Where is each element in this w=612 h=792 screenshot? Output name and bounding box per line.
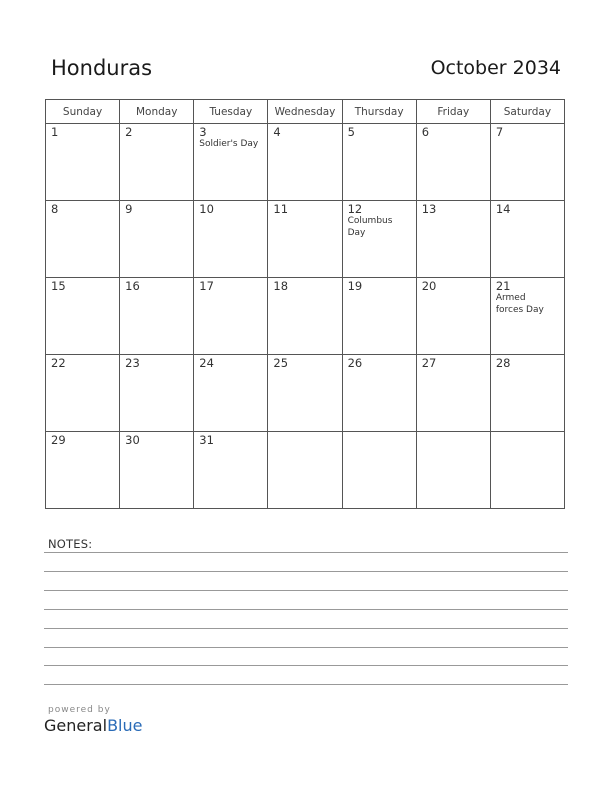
day-cell[interactable]: [268, 355, 342, 432]
day-number: 16: [125, 279, 140, 293]
day-number: 3: [199, 125, 207, 139]
week-row: [46, 432, 565, 509]
day-cell[interactable]: [46, 201, 120, 278]
week-row: [46, 355, 565, 432]
day-cell[interactable]: [416, 201, 490, 278]
day-number: 26: [347, 356, 363, 370]
brand-general: General: [44, 716, 108, 735]
notes-line: [44, 552, 568, 553]
notes-line: [44, 684, 568, 685]
day-number: 25: [273, 356, 289, 370]
notes-line: [44, 609, 568, 610]
day-number: 19: [347, 279, 363, 293]
day-number: 9: [125, 202, 133, 216]
day-number: 6: [421, 125, 430, 139]
day-cell[interactable]: [268, 124, 342, 201]
day-cell[interactable]: [46, 432, 120, 509]
week-row: [46, 201, 565, 278]
day-number: 24: [199, 356, 214, 370]
day-number: 21: [495, 279, 511, 293]
weekday-wednesday: Wednesday: [268, 100, 342, 124]
day-cell[interactable]: [268, 201, 342, 278]
day-cell[interactable]: [342, 432, 416, 509]
day-number: 28: [495, 356, 511, 370]
weekday-sunday: Sunday: [46, 100, 120, 124]
day-number: 30: [125, 433, 140, 447]
day-cell[interactable]: [268, 432, 342, 509]
weekday-thursday: Thursday: [342, 100, 416, 124]
notes-line: [44, 571, 568, 572]
day-cell[interactable]: [194, 355, 268, 432]
weekday-friday: Friday: [416, 100, 490, 124]
day-number: 17: [199, 279, 214, 293]
notes-line: [44, 665, 568, 666]
country-title: Honduras: [51, 56, 153, 80]
week-row: [46, 124, 565, 201]
day-number: 22: [51, 356, 66, 370]
day-cell[interactable]: [194, 278, 268, 355]
holiday-label: Day: [347, 227, 366, 238]
day-number: 14: [495, 202, 511, 216]
holiday-label: Armed: [495, 293, 526, 303]
day-number: 29: [51, 433, 66, 447]
day-cell[interactable]: [268, 278, 342, 355]
day-cell[interactable]: [490, 201, 564, 278]
day-number: 23: [125, 356, 140, 370]
day-number: 8: [51, 202, 59, 216]
day-number: 10: [199, 202, 214, 216]
day-number: 20: [421, 279, 437, 293]
day-number: 5: [347, 125, 355, 139]
holiday-label: Soldier's Day: [199, 139, 259, 149]
day-cell[interactable]: [342, 124, 416, 201]
day-number: 12: [347, 202, 363, 216]
day-cell[interactable]: [194, 201, 268, 278]
day-cell[interactable]: [416, 432, 490, 509]
notes-line: [44, 628, 568, 629]
day-cell[interactable]: [342, 355, 416, 432]
month-title: October 2034: [430, 57, 561, 79]
day-cell[interactable]: [46, 124, 120, 201]
weekday-tuesday: Tuesday: [194, 100, 268, 124]
day-number: 13: [421, 202, 437, 216]
day-cell[interactable]: [120, 124, 194, 201]
day-number: 31: [199, 433, 214, 447]
weekday-header-row: [46, 100, 565, 124]
day-number: 18: [273, 279, 289, 293]
day-cell[interactable]: [46, 355, 120, 432]
holiday-label: forces Day: [495, 304, 544, 315]
notes-line: [44, 590, 568, 591]
brand-blue: Blue: [107, 716, 143, 735]
generalblue-logo[interactable]: [44, 716, 142, 735]
day-cell[interactable]: [120, 278, 194, 355]
day-cell[interactable]: [194, 432, 268, 509]
day-cell[interactable]: [416, 124, 490, 201]
day-number: 27: [421, 356, 437, 370]
day-number: 15: [51, 279, 66, 293]
day-number: 2: [125, 125, 133, 139]
weekday-saturday: Saturday: [490, 100, 564, 124]
notes-line: [44, 647, 568, 648]
day-cell[interactable]: [416, 355, 490, 432]
day-number: 7: [495, 125, 504, 139]
day-cell[interactable]: [120, 355, 194, 432]
day-cell[interactable]: [342, 278, 416, 355]
day-cell[interactable]: [416, 278, 490, 355]
day-cell[interactable]: [120, 201, 194, 278]
day-cell[interactable]: [490, 124, 564, 201]
day-cell[interactable]: [194, 124, 268, 201]
day-number: 11: [273, 202, 289, 216]
day-number: 1: [51, 125, 59, 139]
week-row: [46, 278, 565, 355]
day-cell[interactable]: [46, 278, 120, 355]
notes-label: NOTES:: [48, 537, 93, 551]
day-cell[interactable]: [490, 432, 564, 509]
holiday-label: Columbus: [347, 216, 393, 226]
day-number: 4: [273, 125, 281, 139]
day-cell[interactable]: [120, 432, 194, 509]
powered-by-text: powered by: [48, 705, 111, 715]
day-cell[interactable]: [342, 201, 416, 278]
day-cell[interactable]: [490, 355, 564, 432]
weekday-monday: Monday: [120, 100, 194, 124]
day-cell[interactable]: [490, 278, 564, 355]
calendar-grid: [45, 99, 565, 509]
